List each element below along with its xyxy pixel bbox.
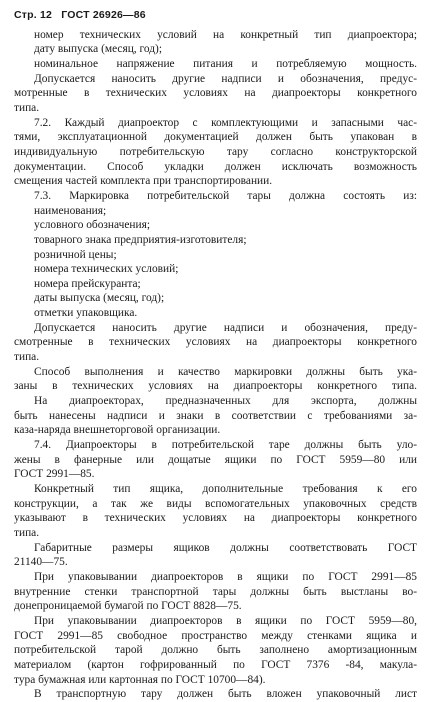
text-line: материалом (картон гофрированный по ГОСТ 7376 -84, макула- [14,658,417,671]
page-header [14,8,417,23]
text-line: условного обозначения; [34,219,150,232]
text-line: При упаковывании диапроекторов в ящики по ГОСТ 2991—85 [34,570,417,583]
body-text [14,28,417,702]
text-line: номер технических условий на конкретный тип диапроектора; [34,28,417,41]
text-line: ГОСТ 2991—85. [14,468,95,481]
text-line: даты выпуска (месяц, год); [34,292,165,305]
text-line: товарного знака предприятия-изготовителя; [34,233,247,246]
text-line: заны в технических условиях на диапроекторы конкретного типа. [14,380,417,393]
text-line: мотренные в технических условиях на диапроекторы конкретного [14,87,417,100]
text-line: 7.2. Каждый диапроектор с комплектующими и запасными час- [34,116,417,129]
text-line: смещения частей комплекта при транспортировании. [14,175,273,188]
text-line: номера прейскуранта; [34,277,141,290]
text-line: конструкции, а так же виды вспомогательных упаковочных средств [14,497,417,510]
text-line: Способ выполнения и качество маркировки должны быть ука- [34,365,417,378]
text-line: тура бумажная или картонная по ГОСТ 10700—84). [14,673,266,686]
text-line: донепроницаемой бумагой по ГОСТ 8828—75. [14,600,242,613]
text-line: ГОСТ 2991—85 свободное пространство между стенками ящика и [14,629,417,642]
text-line: Допускается наносить другие надписи и обозначения, преду- [34,321,417,334]
text-line: наименования; [34,204,107,217]
text-line: 7.3. Маркировка потребительской тары должна состоять из: [34,189,417,202]
text-line: индивидуальную потребительскую тару согласно конструкторской [14,145,417,158]
text-line: Габаритные размеры ящиков должны соответствовать ГОСТ [34,541,417,554]
text-line: тями, эксплуатационной документацией должен быть упакован в [14,131,417,144]
text-line: отметки упаковщика. [34,307,138,320]
text-line: типа. [14,101,40,114]
text-line: быть нанесены надписи и знаки в соответствии с требованиями за- [14,409,417,422]
text-line: внутренние стенки транспортной тары должны быть выстланы во- [14,585,417,598]
text-line: Допускается наносить другие надписи и обозначения, предус- [34,72,417,85]
text-line: 21140—75. [14,556,68,569]
text-line: 7.4. Диапроекторы в потребительской таре должны быть уло- [34,439,417,452]
text-line: розничной цены; [34,248,117,261]
text-line: номера технических условий; [34,263,179,276]
text-line: указывают в технических условиях на диапроекторы конкретного [14,512,417,525]
text-line: типа. [14,526,40,539]
text-line: На диапроекторах, предназначенных для экспорта, должны [34,395,417,408]
text-line: номинальное напряжение питания и потребляемую мощность. [34,57,417,70]
text-line: дату выпуска (месяц, год); [34,43,163,56]
standard-number: ГОСТ 26926—86 [61,9,146,21]
text-line: В транспортную тару должен быть вложен упаковочный лист [34,688,417,701]
page-number: Стр. 12 [14,9,53,21]
text-line: типа. [14,351,40,364]
text-line: потребительской тарой должно быть заполнено амортизационным [14,644,417,657]
text-line: Конкретный тип ящика, дополнительные требования к его [34,483,417,495]
text-line: смотренные в технических условиях на диапроекторы конкретного [14,336,417,349]
text-line: каза-наряда внешнеторговой организации. [14,424,221,437]
text-line: жены в фанерные или дощатые ящики по ГОСТ 5959—80 или [14,453,417,466]
text-line: документации. Способ укладки должен исключать возможность [14,160,417,173]
text-line: При упаковывании диапроекторов в ящики по ГОСТ 5959—80, [34,614,417,627]
